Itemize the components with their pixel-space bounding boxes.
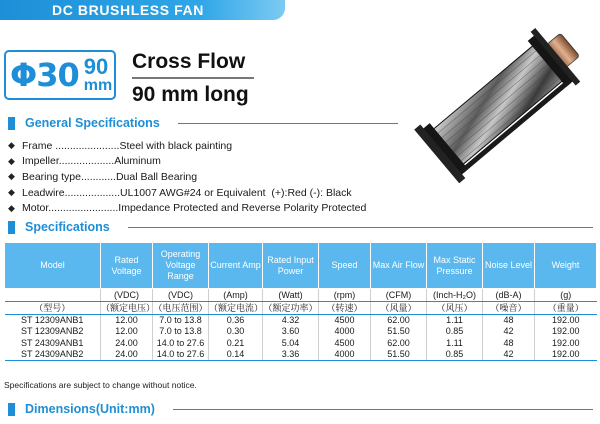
section-dimensions — [8, 402, 155, 416]
table-cell: 24.00 — [101, 338, 153, 350]
table-cell: 14.0 to 27.6 — [153, 338, 209, 350]
section-general-specifications — [8, 116, 160, 130]
column-header: Max Static Pressure — [427, 243, 483, 289]
table-cell: 7.0 to 13.8 — [153, 315, 209, 327]
bullet-diamond-icon: ◆ — [8, 171, 15, 182]
section-rule — [128, 227, 593, 228]
column-header: Weight — [535, 243, 597, 289]
product-type: Cross Flow — [132, 50, 246, 73]
table-cell: 0.30 — [209, 326, 263, 338]
unit-cn-cell: （型号） — [5, 302, 101, 315]
unit-cell: (dB-A) — [483, 289, 535, 302]
section-title: General Specifications — [25, 116, 160, 130]
bullet-diamond-icon: ◆ — [8, 140, 15, 151]
unit-cn-cell: （额定电压） — [101, 302, 156, 313]
disclaimer-note: Specifications are subject to change without notice. — [4, 380, 197, 390]
table-cell: 3.36 — [263, 349, 319, 361]
product-heading — [132, 50, 254, 107]
spec-value: Aluminum — [114, 155, 161, 168]
list-item — [8, 138, 408, 154]
section-specifications — [8, 220, 110, 234]
unit-cell: (g) — [535, 289, 597, 302]
spec-label: Bearing type............ — [22, 170, 116, 183]
list-item — [8, 185, 408, 201]
spec-label: Motor........................ — [22, 202, 119, 215]
table-cell: 62.00 — [371, 338, 427, 350]
spec-value: Impedance Protected and Reverse Polarity Protected — [118, 202, 367, 215]
column-header: Speed — [319, 243, 371, 289]
unit-cell: (CFM) — [371, 289, 427, 302]
table-cell: 12.00 — [101, 315, 153, 327]
table-cell: 4.32 — [263, 315, 319, 327]
section-rule — [178, 123, 398, 124]
unit-cn-cell: （额定电流） — [209, 302, 264, 313]
table-cell: 48 — [483, 315, 535, 327]
list-item — [8, 200, 408, 216]
unit-cn-cell: （电压范围） — [153, 302, 208, 313]
table-cell: 62.00 — [371, 315, 427, 327]
general-specifications-list — [8, 138, 408, 216]
table-cell: ST 12309ANB1 — [5, 315, 101, 327]
section-rule — [173, 409, 593, 410]
table-row — [5, 315, 597, 327]
table-cell: 0.85 — [427, 326, 483, 338]
table-cell: 192.00 — [535, 349, 597, 361]
banner-title: DC BRUSHLESS FAN — [52, 2, 204, 18]
table-row — [5, 338, 597, 350]
table-cell: 51.50 — [371, 349, 427, 361]
unit-cell: (rpm) — [319, 289, 371, 302]
table-cell: 192.00 — [551, 326, 580, 337]
specifications-table — [4, 242, 597, 361]
table-cell: 5.04 — [263, 338, 319, 350]
table-cell: 0.85 — [427, 349, 483, 361]
spec-value: UL1007 AWG#24 or Equivalent (+):Red (-): Black — [120, 186, 352, 199]
table-cell: ST 24309ANB2 — [5, 349, 101, 361]
list-item — [8, 154, 408, 170]
size-length-unit: mm — [83, 77, 113, 94]
unit-cn-cell: （额定功率） — [263, 302, 318, 313]
table-cell: 4500 — [319, 315, 371, 327]
unit-cell — [5, 289, 101, 302]
size-diameter: Φ30 — [10, 56, 79, 94]
unit-cn-cell: （重量） — [535, 302, 597, 315]
unit-cell: (VDC) — [153, 289, 209, 302]
column-header: Rated Voltage — [101, 243, 153, 289]
bullet-diamond-icon: ◆ — [8, 187, 15, 198]
table-cell: 0.14 — [209, 349, 263, 361]
column-header: Max Air Flow — [371, 243, 427, 289]
bullet-diamond-icon: ◆ — [8, 202, 15, 213]
column-header: Current Amp — [209, 243, 263, 289]
unit-cell: (VDC) — [101, 289, 153, 302]
table-cell: ST 24309ANB1 — [5, 338, 101, 350]
table-cell: 42 — [483, 326, 535, 338]
bullet-diamond-icon: ◆ — [8, 155, 15, 166]
cross-flow-fan-image — [398, 20, 598, 190]
table-cell: 4000 — [319, 349, 371, 361]
table-cell: 42 — [483, 349, 535, 361]
column-header: Noise Level — [483, 243, 535, 289]
unit-cell: (Amp) — [209, 289, 263, 302]
table-row — [5, 326, 597, 338]
table-cell: 0.21 — [209, 338, 263, 350]
table-cell: 0.36 — [209, 315, 263, 327]
table-cell: 1.11 — [427, 315, 483, 327]
unit-cell: (Inch-H₂O) — [427, 289, 483, 302]
table-cell: 4000 — [319, 326, 371, 338]
column-header: Rated Input Power — [263, 243, 319, 289]
product-length: 90 mm long — [132, 83, 249, 106]
column-header: Model — [5, 243, 101, 289]
table-cell: 192.00 — [551, 337, 580, 348]
section-marker — [8, 221, 15, 234]
spec-value: Dual Ball Bearing — [115, 170, 198, 183]
table-cell: 7.0 to 13.8 — [153, 326, 209, 338]
table-cell: 3.60 — [263, 326, 319, 338]
table-header-row — [5, 243, 597, 289]
unit-cn-cell: （转速） — [319, 302, 371, 315]
table-cell: 51.50 — [371, 326, 427, 338]
spec-value: Steel with black painting — [119, 139, 233, 152]
unit-cn-cell: （风量） — [371, 302, 427, 315]
table-cell: 4500 — [319, 338, 371, 350]
spec-label: Leadwire................... — [22, 186, 121, 199]
size-badge — [4, 50, 116, 100]
section-title: Specifications — [25, 220, 110, 234]
table-row — [5, 349, 597, 361]
table-cell: 12.00 — [101, 326, 153, 338]
table-units-row — [5, 289, 597, 302]
spec-label: Frame ...................... — [22, 139, 120, 152]
section-marker — [8, 117, 15, 130]
header-banner — [0, 0, 285, 20]
table-cell: 192.00 — [551, 315, 580, 325]
unit-cn-cell: （噪音） — [483, 302, 535, 315]
table-units-cn-row — [5, 302, 597, 315]
table-cell: 14.0 to 27.6 — [153, 349, 209, 361]
column-header: Operating Voltage Range — [153, 243, 209, 289]
unit-cell: (Watt) — [263, 289, 319, 302]
unit-cn-cell: （风压） — [427, 302, 483, 315]
table-cell: 24.00 — [101, 349, 153, 361]
size-length-number: 90 — [83, 54, 109, 79]
size-length — [84, 56, 112, 94]
table-cell: ST 12309ANB2 — [5, 326, 101, 338]
table-cell: 48 — [483, 338, 535, 350]
table-cell: 1.11 — [427, 338, 483, 350]
section-title: Dimensions(Unit:mm) — [25, 402, 155, 416]
spec-label: Impeller................... — [22, 155, 115, 168]
heading-divider — [132, 77, 254, 79]
section-marker — [8, 403, 15, 416]
list-item — [8, 169, 408, 185]
